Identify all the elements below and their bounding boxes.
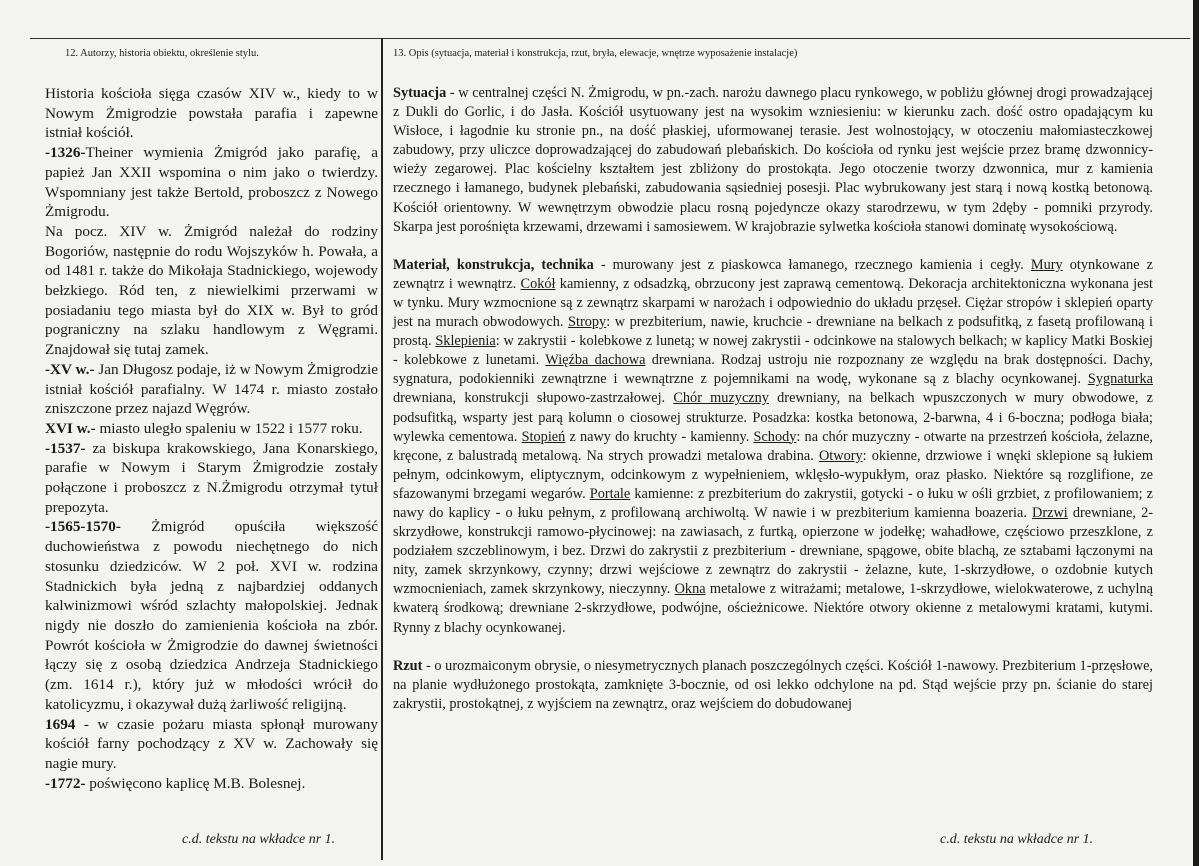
history-text [45,84,378,793]
history-body: Żmigród opuściła większość duchowieństwa z powodu niechętnego do nich stosunku dziedziców. W 2 poł. XVI w. rodzina Stadnickich była jedną z najbardziej oddanych kalwinizmowi wśród szlachty małopolskiej. Jednak nigdy nie doszło do zamienienia kościoła na zbór. Powrót kościoła w Żmigrodzie do dawnej świetności łączy się z osobą dziedzica Andrzeja Stadnickiego (zm. 1614 r.), który już w młodości wrócił do katolicyzmu, i okazywał dużą żarliwość religijną. [45,518,378,713]
material-lead: Materiał, konstrukcja, technika [393,256,594,273]
material-paragraph [393,256,1153,638]
situation-body: - w centralnej części N. Żmigrodu, w pn.-zach. narożu dawnego placu rynkowego, w pobliżu głównej drogi prowadzającej z Dukli do Gorlic, i do Jasła. Kościół usytuowany jest na wysokim wzniesieniu: w kierunku zach. dość ostro opadającym ku Wisłoce, i łagodnie ku stronie pn., na dość płaskiej, uformowanej terasie. Jest wolnostojący, w otoczeniu małomiasteczkowej zabudowy, przy uliczce doprowadzającej do zabudowań plebańskich. Do kościoła od rynku jest wejście przez bramę dzwonnicy-wieży zegarowej. Plac kościelny kształtem jest zbliżony do prostokąta. Jego otoczenie tworzy dzwonnica, mur z kamienia rzecznego i łamanego, budynek plebański, zabudowania sąsiedniej posesji. Plac wybrukowany jest starą i nową kostką betonową. Kościół orientowny. W wewnętrzym obwodzie placu rosną pojedyncze okazy starodrzewu, w tym 2dęby - pomniki przyrody. Skarpa jest porośnięta krzewami, drzewami i samosiewem. W krajobrazie sylwetka kościoła stanowi dominatę wysokościową. [393,85,1153,235]
term-wiezba: Więźba dachowa [545,352,646,369]
history-body: Theiner wymienia Żmigród jako parafię, a papież Jan XXII wspomina o nim jako o twierdzy. Wspomniany jest także Bertold, proboszcz z Nowego Żmigrodu. [45,144,378,221]
history-body: miasto uległo spaleniu w 1522 i 1577 roku. [95,419,363,437]
section-heading-13: 13. Opis (sytuacja, materiał i konstrukcja, rzut, bryła, elewacje, wnętrze wyposażenie instalacje) [393,48,798,59]
paragraph-gap [393,237,1153,256]
plan-lead: Rzut [393,657,423,674]
history-body: poświęcono kaplicę M.B. Bolesnej. [85,774,306,792]
page-edge-shadow [1193,0,1199,866]
history-paragraph [45,419,378,439]
material-text: : w zakrystii - kolebkowe z lunetą; w nowej zakrystii - odcinkowe na stalowych belkach; w kaplicy Matki Boskiej - kolebkowe z lunetami. [393,333,1153,369]
material-text: otynkowane z zewnątrz i wewnątrz. [393,256,1154,292]
material-text: : w prezbiterium, nawie, kruchcie - drewniane na belkach z podsufitką, z fasetą profilowaną i prostą. [393,314,1154,350]
plan-body: - o urozmaiconym obrysie, o niesymetrycznych planach poszczególnych części. Kościół 1-nawowy. Prezbiterium 1-przęsłowe, na planie wydłużonego prostokąta, zamknięte 3-bocznie, od osi lekko odchylone na pd. Stąd wejście przy pn. ścianie do starej zakrystii, prostokątnej, z wyjściem na zewnątrz, oraz wejściem do dobudowanej [393,657,1153,712]
term-chor: Chór muzyczny [673,390,769,407]
description-text [393,84,1153,714]
term-stropy: Stropy [568,314,607,331]
material-text: kamienny, z odsadzką, obrzucony jest zaprawą cementową. Dekoracja architektoniczna wykonana jest w tynku. Mury wzmocnione są z zewnątrz skarpami w narożach i odpowiednio do układu przęseł. Ciężar stropów i sklepień oparty jest na murach obwodowych. [393,275,1153,331]
term-sklepienia: Sklepienia [435,333,496,350]
paragraph-gap [393,638,1153,657]
history-paragraph [45,774,378,794]
history-lead: -1565-1570- [45,518,121,536]
history-paragraph [45,222,378,360]
term-portale: Portale [589,485,631,502]
history-paragraph [45,143,378,222]
top-rule [30,38,1190,39]
history-paragraph [45,439,378,518]
history-body: Jan Długosz podaje, iż w Nowym Żmigrodzie istniał kościół parafialny. W 1474 r. miasto zostało zniszczone przez najazd Węgrów. [45,360,378,418]
term-mury: Mury [1030,256,1063,273]
history-lead: -1326- [45,144,86,162]
plan-paragraph [393,657,1153,714]
material-text: z nawy do kruchty - kamienny. [565,428,754,445]
column-divider [381,38,383,860]
material-text: : okienne, drzwiowe i wnęki sklepione są łukiem pełnym, odcinkowym, eliptycznym, odcinkowym z wypełnieniem, wklęsło-wypukłym, oraz płasko. Niektóre są rozglifione, ze sfazowanymi brzegami wegarów. [393,447,1153,502]
continuation-note-left: c.d. tekstu na wkładce nr 1. [182,832,336,847]
term-drzwi: Drzwi [1032,504,1068,521]
term-schody: Schody [753,428,797,445]
continuation-note-right: c.d. tekstu na wkładce nr 1. [940,832,1094,847]
history-body: Historia kościoła sięga czasów XIV w., kiedy to w Nowym Żmigrodzie powstała parafia i zapewne istniał kościół. [45,85,378,142]
history-lead: -XV w.- [45,360,95,378]
history-paragraph [45,715,378,774]
material-text: drewniany, na belkach wpuszczonych w mury obwodowe, z podsufitką, wsparty jest parą kolumn o ciosowej strukturze. Posadzka: kostka betonowa, 2-barwna, 4 i 6-boczna; podłoga biała; wylewka cementowa. [393,390,1153,445]
material-text: - murowany jest z piaskowca łamanego, rzecznego kamienia i cegły. [593,256,1031,273]
history-paragraph [45,84,378,143]
term-cokol: Cokół [520,275,556,292]
history-lead: -1772- [45,774,86,792]
history-paragraph [45,517,378,714]
term-stopien: Stopień [521,428,566,445]
material-text: kamienne: z prezbiterium do zakrystii, gotycki - o łuku w ośli grzbiet, z profilowaniem; z nawy do kaplicy - o łuku pełnym, z profilowaną archiwoltą. W nawie i w prezbiterium kamienna boazeria. [393,485,1153,521]
material-text: metalowe z witrażami; metalowe, 1-skrzydłowe, wielokwaterowe, z uchylną kwaterą środkową; drewniane 2-skrzydłowe, podwójne, ościeżnicowe. Niektóre otwory okienne z metalowymi kratami, kutymi. Rynny z blachy ocynkowanej. [393,581,1153,636]
history-lead: XVI w.- [45,419,96,437]
situation-lead: Sytuacja [393,85,447,101]
history-lead: 1694 [45,715,76,733]
history-paragraph [45,360,378,419]
history-body: - w czasie pożaru miasta spłonął murowany kościół farny pochodzący z XV w. Zachowały się nagie mury. [45,715,378,772]
material-text: drewniane, 2-skrzydłowe, konstrukcji ramowo-płycinowej: na zawiasach, z furtką, opierzone w jodełkę; wahadłowe, częściowo przeszklone, z podziałem szczeblinowym, i bez. Drzwi do zakrystii z prezbiterium - drewniane, spągowe, obite blachą, ze sztabami łączonymi na nity, zamek skrzynkowy, czynny; drzwi wejściowe z zewnątrz do zakrystii - żelazne, kute, 1-skrzydłowe, o ozdobnie kutych wzmocnieniach, zamek skrzynkowy, nieczynny. [393,504,1153,598]
term-sygnaturka: Sygnaturka [1087,371,1153,388]
material-text: drewniana. Rodzaj ustroju nie rozpoznany ze względu na brak dostępności. Dachy, sygnatura, podokienniki zewnątrzne i wewnątrzne z pojemnikami na wodę, wykonane są z blachy ocynkowanej. [393,352,1154,388]
history-body: za biskupa krakowskiego, Jana Konarskiego, parafie w Nowym i Starym Żmigrodzie zostały połączone i proboszcz z N.Żmigrodu otrzymał tytuł prepozyta. [45,439,378,516]
history-lead: -1537- [45,439,86,457]
section-heading-12: 12. Autorzy, historia obiektu, określenie stylu. [65,48,259,59]
term-otwory: Otwory [818,447,863,464]
situation-paragraph [393,84,1153,237]
history-body: Na pocz. XIV w. Żmigród należał do rodziny Bogoriów, następnie do rodu Wojszyków h. Powała, a od 1481 r. także do Mikołaja Stadnickiego, wojewody bełzkiego. Ród ten, z niewielkimi przerwami w posiadaniu tego miasta był do XIX w. Był to gród pograniczny na szlaku handlowym z Węgrami. Znajdował się tutaj zamek. [45,222,378,359]
material-text: drewniana, konstrukcji słupowo-zastrzałowej. [393,390,674,407]
term-okna: Okna [674,581,706,598]
material-text: : na chór muzyczny - otwarte na przestrzeń kościoła, żelazne, kręcone, z balustradą metalową. Na strych prowadzi metalowa drabina. [393,428,1153,464]
